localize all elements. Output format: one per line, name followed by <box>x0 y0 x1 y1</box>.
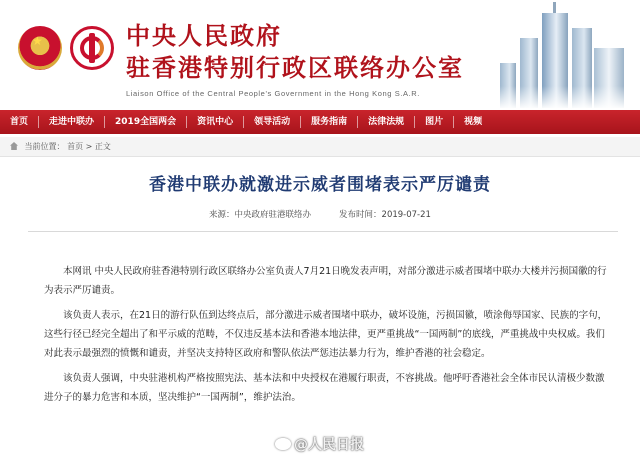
article-source: 来源：中央政府驻港联络办 <box>209 210 312 220</box>
article-title: 香港中联办就激进示威者围堵表示严厉谴责 <box>149 175 491 195</box>
breadcrumb <box>0 137 640 157</box>
article-paragraph: 该负责人强调，中央驻港机构严格按照宪法、基本法和中央授权在港履行职责，不容挑战。他呼吁香港社会全体市民认清极少数激进分子的暴力危害和本质，坚决维护“一国两制”，维护法治。 <box>44 373 605 403</box>
nav-item-services[interactable]: 服务指南 <box>311 117 348 127</box>
nav-item-leaders[interactable]: 领导活动 <box>254 117 291 127</box>
main-nav <box>0 110 640 134</box>
nav-item-laws[interactable]: 法律法规 <box>368 117 405 127</box>
skyline-banner-image <box>490 0 640 108</box>
article-paragraph: 本网讯 中央人民政府驻香港特别行政区联络办公室负责人7月21日晚发表声明，对部分激进示威者围堵中联办大楼并污损国徽的行为表示严厉谴责。 <box>44 266 607 296</box>
breadcrumb-prefix: 当前位置： <box>24 142 65 151</box>
nav-item-news[interactable]: 资讯中心 <box>197 117 234 127</box>
title-divider <box>28 231 618 232</box>
weibo-watermark <box>275 434 364 454</box>
nav-item-about[interactable]: 走进中联办 <box>49 117 95 127</box>
national-emblem-icon: ★ <box>18 26 62 70</box>
nav-item-videos[interactable]: 视频 <box>464 117 483 127</box>
site-header <box>0 0 640 108</box>
nav-item-pictures[interactable]: 图片 <box>425 117 444 127</box>
nav-item-two-sessions[interactable]: 2019全国两会 <box>115 117 177 127</box>
site-title-line1[interactable]: 中央人民政府 <box>126 21 282 50</box>
site-title-line2[interactable]: 驻香港特别行政区联络办公室 <box>126 53 464 82</box>
breadcrumb-path[interactable]: 首页 > 正文 <box>67 142 111 151</box>
site-title-english: Liaison Office of the Central People's Government in the Hong Kong S.A.R. <box>126 89 420 98</box>
watermark-text: @人民日报 <box>294 437 364 453</box>
weibo-icon <box>275 438 291 450</box>
liaison-office-logo-icon <box>70 26 114 70</box>
article-body <box>44 262 609 413</box>
home-icon <box>10 142 18 150</box>
article-date: 发布时间：2019-07-21 <box>339 210 431 220</box>
article-paragraph: 该负责人表示，在21日的游行队伍到达终点后，部分激进示威者围堵中联办，破坏设施，污损国徽，喷涂侮辱国家、民族的字句，这些行径已经完全超出了和平示威的范畴，不仅违反基本法和香港本地法律，更严重挑战“一国两制”的底线，严重挑战中央权威。我们对此表示最强烈的愤慨和谴责，并坚决支持特区政府和警队依法严惩违法暴力行为，维护香港的社会稳定。 <box>44 310 608 359</box>
article-meta <box>0 208 640 220</box>
nav-item-home[interactable]: 首页 <box>10 117 29 127</box>
